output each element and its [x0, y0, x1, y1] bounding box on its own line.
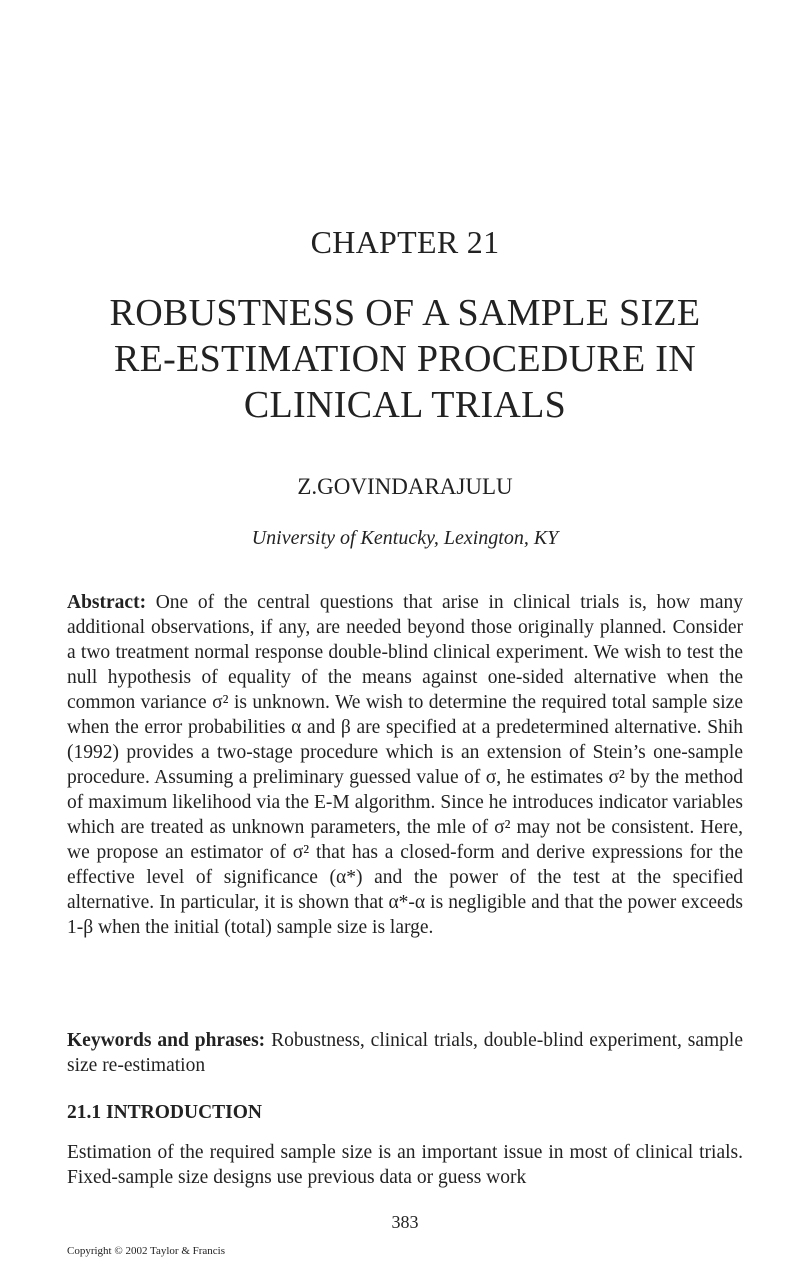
- abstract-paragraph: [67, 590, 743, 940]
- title-line: CLINICAL TRIALS: [243, 384, 567, 426]
- abstract-label: Abstract:: [67, 592, 147, 613]
- title-line: RE-ESTIMATION PROCEDURE IN: [113, 338, 696, 380]
- keywords-paragraph: [67, 1028, 743, 1078]
- keywords-text: Robustness, clinical trials, double-blind experiment, sample size re-estimation: [67, 1030, 743, 1076]
- copyright-notice: Copyright © 2002 Taylor & Francis: [67, 1245, 226, 1257]
- title-line: ROBUSTNESS OF A SAMPLE SIZE: [109, 292, 701, 334]
- intro-paragraph: Estimation of the required sample size is an important issue in most of clinical trials. Fixed-sample size designs use previous data or guess work: [67, 1142, 743, 1188]
- section-heading: 21.1 INTRODUCTION: [67, 1102, 263, 1123]
- author-name: Z.GOVINDARAJULU: [297, 474, 513, 499]
- chapter-number: CHAPTER 21: [310, 224, 500, 260]
- abstract-text: One of the central questions that arise in clinical trials is, how many additional observations, if any, are needed beyond those originally planned. Consider a two treatment normal response double-blind clinical experiment. We wish to test the null hypothesis of equality of the means against one-sided alternative when the common variance σ² is unknown. We wish to determine the required total sample size when the error probabilities α and β are specified at a predetermined alternative. Shih (1992) provides a two-stage procedure which is an extension of Stein’s one-sample procedure. Assuming a preliminary guessed value of σ, he estimates σ² by the method of maximum likelihood via the E-M algorithm. Since he introduces indicator variables which are treated as unknown parameters, the mle of σ² may not be consistent. Here, we propose an estimator of σ² that has a closed-form and derive expressions for the effective level of significance (α*) and the power of the test at the specified alternative. In particular, it is shown that α*-α is negligible and that the power exceeds 1-β when the initial (total) sample size is large.: [67, 592, 743, 938]
- page-number: 383: [391, 1212, 419, 1232]
- keywords-label: Keywords and phrases:: [67, 1030, 266, 1051]
- author-affiliation: University of Kentucky, Lexington, KY: [251, 527, 559, 549]
- chapter-title: [0, 290, 810, 428]
